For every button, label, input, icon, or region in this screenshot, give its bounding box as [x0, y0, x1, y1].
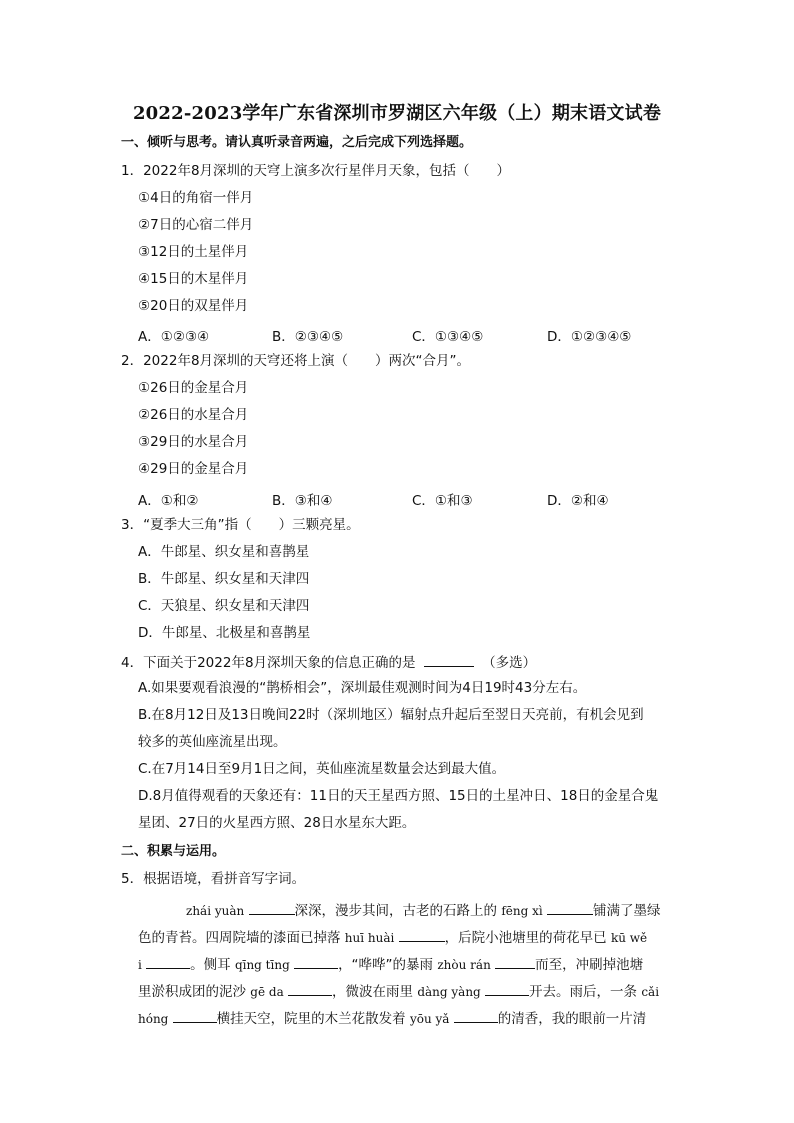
passage-text: 铺满了墨绿 — [593, 903, 661, 919]
answer-blank[interactable] — [547, 900, 593, 915]
answer-blank[interactable] — [399, 927, 445, 942]
answer-blank[interactable] — [173, 1008, 217, 1023]
pinyin: qīng tīng — [234, 958, 290, 972]
q1-item: ③12日的土星伴月 — [138, 244, 249, 260]
passage-text: 色的青苔。四周院墙的漆面已掉落 — [138, 930, 341, 946]
q4-multi-note: （多选） — [482, 655, 537, 671]
q1-choice-b: B．②③④⑤ — [272, 329, 344, 345]
q3-choice-a: A．牛郎星、织女星和喜鹊星 — [138, 544, 310, 560]
q5-paragraph-line — [138, 1008, 646, 1028]
answer-blank[interactable] — [294, 954, 338, 969]
answer-blank[interactable] — [288, 981, 332, 996]
passage-text: 里淤积成团的泥沙 — [138, 984, 246, 1000]
pinyin: gē da — [250, 985, 284, 999]
passage-text: ，微波在雨里 — [332, 984, 414, 1000]
pinyin: zhái yuàn — [186, 904, 245, 918]
pinyin: i — [138, 958, 142, 972]
section-2-heading: 二、积累与运用。 — [121, 844, 226, 859]
passage-text: 开去。雨后，一条 — [529, 984, 638, 1000]
q4-stem-text: 4．下面关于2022年8月深圳天象的信息正确的是 — [121, 655, 416, 671]
q4-option-d: D.8月值得观看的天象还有：11日的天王星西方照、15日的土星冲日、18日的金星合鬼 — [138, 788, 659, 804]
answer-blank[interactable] — [454, 1008, 498, 1023]
pinyin: hóng — [138, 1012, 169, 1026]
passage-text: ，后院小池塘里的荷花早已 — [444, 930, 607, 946]
section-1-heading: 一、倾听与思考。请认真听录音两遍，之后完成下列选择题。 — [121, 135, 473, 150]
q2-choice-a: A．①和② — [138, 493, 199, 509]
q5-paragraph-line — [138, 981, 659, 1001]
q2-choice-b: B．③和④ — [272, 493, 333, 509]
q4-option-a: A.如果要观看浪漫的“鹊桥相会”，深圳最佳观测时间为4日19时43分左右。 — [138, 680, 587, 696]
q4-option-d-cont: 星团、27日的火星西方照、28日水星东大距。 — [138, 815, 416, 831]
q3-choice-b: B．牛郎星、织女星和天津四 — [138, 571, 310, 587]
q4-stem — [121, 652, 536, 672]
q2-item: ④29日的金星合月 — [138, 461, 249, 477]
q2-choice-d: D．②和④ — [547, 493, 609, 509]
passage-text: 的清香，我的眼前一片清 — [497, 1011, 647, 1027]
pinyin: zhòu rán — [437, 958, 491, 972]
answer-blank[interactable] — [424, 652, 474, 667]
q1-choice-c: C．①③④⑤ — [412, 329, 484, 345]
q1-item: ④15日的木星伴月 — [138, 271, 249, 287]
q3-choice-c: C．天狼星、织女星和天津四 — [138, 598, 310, 614]
q1-item: ⑤20日的双星伴月 — [138, 298, 249, 314]
q2-item: ②26日的水星合月 — [138, 407, 249, 423]
q4-option-c: C.在7月14日至9月1日之间，英仙座流星数量会达到最大值。 — [138, 761, 506, 777]
pinyin: huī huài — [344, 931, 395, 945]
pinyin: cǎi — [641, 985, 660, 999]
q1-item: ②7日的心宿二伴月 — [138, 217, 254, 233]
pinyin: kū wě — [610, 931, 648, 945]
q1-choice-d: D．①②③④⑤ — [547, 329, 632, 345]
passage-text: 。侧耳 — [190, 957, 231, 973]
q4-option-b-cont: 较多的英仙座流星出现。 — [138, 734, 287, 750]
q3-choice-d: D．牛郎星、北极星和喜鹊星 — [138, 625, 311, 641]
q5-paragraph-line — [186, 900, 661, 920]
passage-text: 而至，冲刷掉池塘 — [535, 957, 644, 973]
q3-stem: 3．“夏季大三角”指（ ）三颗亮星。 — [121, 517, 360, 533]
answer-blank[interactable] — [495, 954, 535, 969]
answer-blank[interactable] — [485, 981, 529, 996]
q2-item: ③29日的水星合月 — [138, 434, 249, 450]
pinyin: dàng yàng — [417, 985, 481, 999]
q2-item: ①26日的金星合月 — [138, 380, 249, 396]
q5-stem: 5．根据语境，看拼音写字词。 — [121, 871, 306, 887]
q1-stem: 1．2022年8月深圳的天穹上演多次行星伴月天象，包括（ ） — [121, 163, 511, 179]
q5-paragraph-line — [138, 927, 647, 947]
q2-choice-c: C．①和③ — [412, 493, 473, 509]
passage-text: 深深，漫步其间，古老的石路上的 — [294, 903, 498, 919]
q4-option-b: B.在8月12日及13日晚间22时（深圳地区）辐射点升起后至翌日天亮前，有机会见到 — [138, 707, 644, 723]
q5-paragraph-line — [138, 954, 643, 974]
q1-choice-a: A．①②③④ — [138, 329, 210, 345]
q2-stem: 2．2022年8月深圳的天穹还将上演（ ）两次“合月”。 — [121, 353, 471, 369]
answer-blank[interactable] — [146, 954, 190, 969]
q1-item: ①4日的角宿一伴月 — [138, 190, 254, 206]
exam-title: 2022-2023学年广东省深圳市罗湖区六年级（上）期末语文试卷 — [132, 103, 662, 124]
passage-text: 横挂天空，院里的木兰花散发着 — [216, 1011, 406, 1027]
pinyin: yōu yǎ — [409, 1012, 450, 1026]
passage-text: ，“哗哗”的暴雨 — [338, 957, 434, 973]
answer-blank[interactable] — [249, 900, 295, 915]
pinyin: fēng xì — [501, 904, 543, 918]
